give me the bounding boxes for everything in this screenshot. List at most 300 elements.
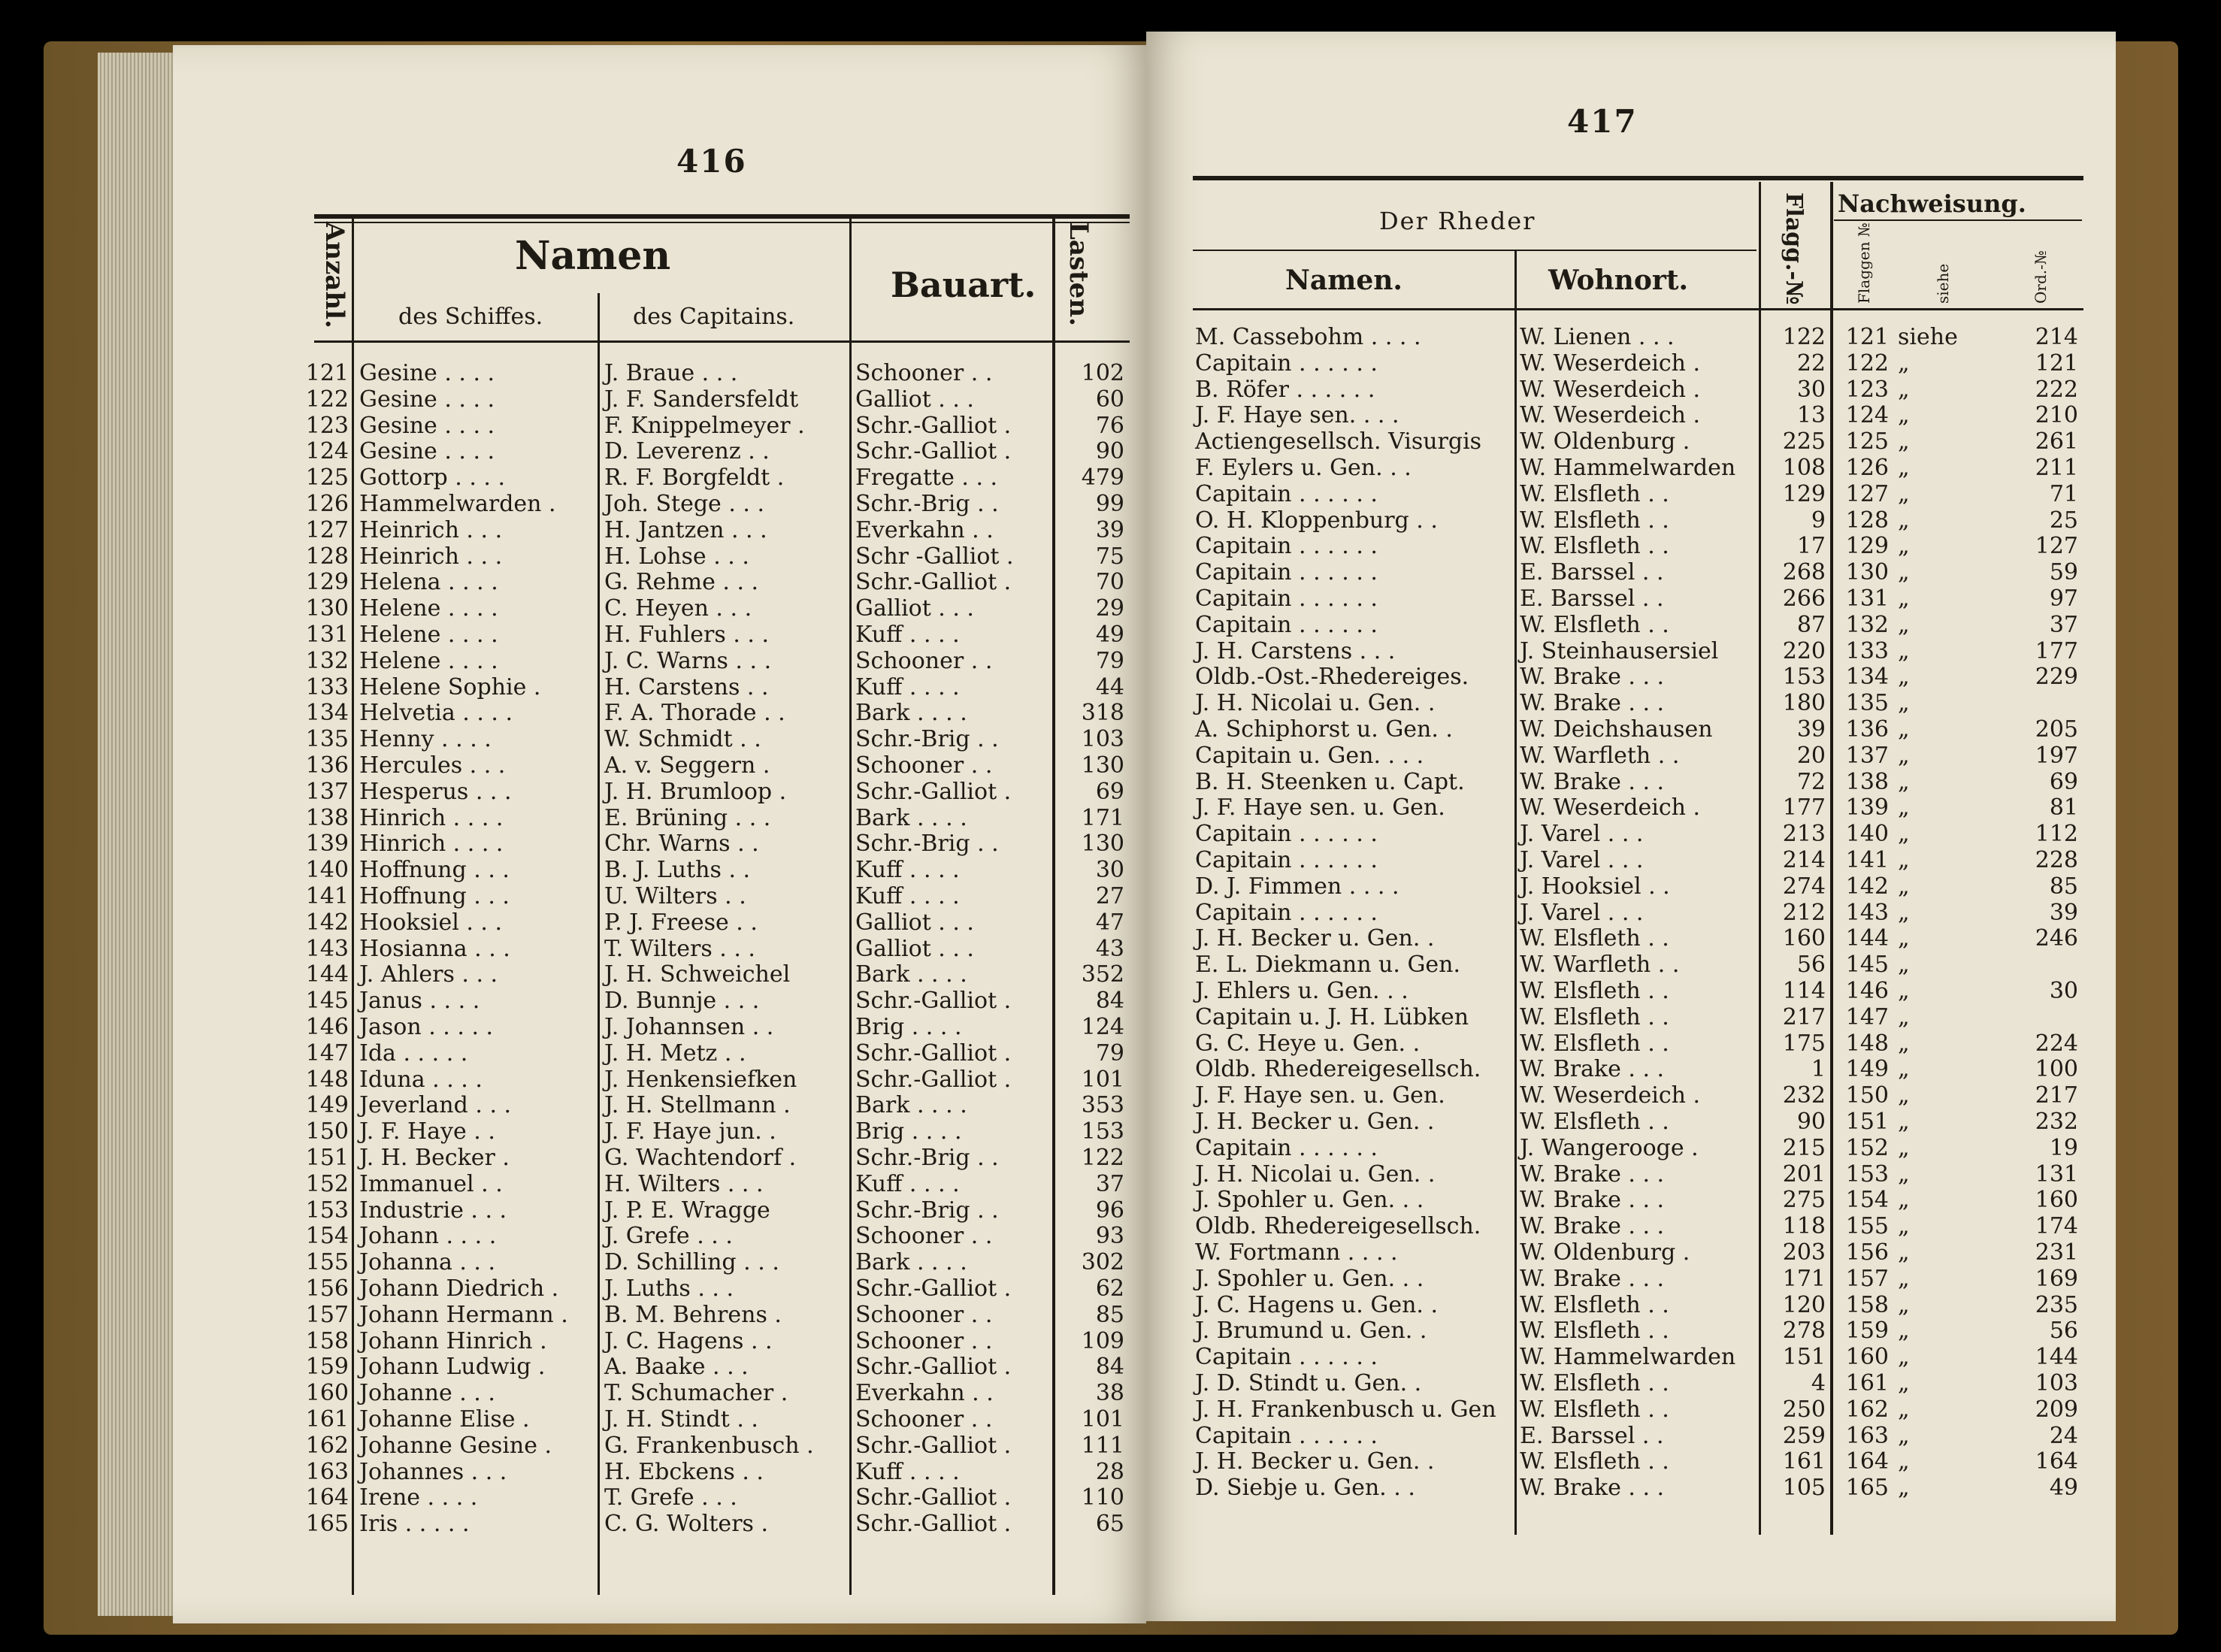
tonnage: 101 (1081, 1066, 1124, 1093)
owner-name: J. H. Nicolai u. Gen. . (1195, 1160, 1436, 1188)
ship-name: Hammelwarden . (359, 491, 556, 517)
ref-siehe: „ (1898, 1396, 1910, 1423)
ord-number: 210 (2035, 402, 2078, 429)
ref-number: 125 (1845, 428, 1889, 455)
row-number: 139 (305, 831, 349, 858)
ref-siehe: „ (1898, 585, 1910, 612)
tonnage: 352 (1081, 961, 1124, 988)
owner-name: Actiengesellsch. Visurgis (1195, 428, 1482, 455)
owner-residence: E. Barssel . . (1520, 1422, 1664, 1449)
ord-number: 229 (2035, 664, 2078, 691)
ship-type: Schr.-Brig . . (855, 491, 999, 517)
owner-residence: W. Deichshausen (1520, 716, 1713, 743)
ref-number: 126 (1845, 455, 1889, 481)
ref-siehe: „ (1898, 1318, 1910, 1345)
ref-siehe: „ (1898, 507, 1910, 534)
owner-residence: W. Warfleth . . (1520, 952, 1680, 979)
row-number: 153 (305, 1197, 349, 1224)
ref-siehe: „ (1898, 349, 1910, 377)
ref-siehe: „ (1898, 1448, 1910, 1475)
flag-number: 114 (1782, 978, 1826, 1004)
ref-siehe: „ (1898, 1265, 1910, 1292)
col-divider-type (1052, 218, 1055, 1595)
tonnage: 85 (1095, 1301, 1124, 1328)
ord-number: 127 (2035, 533, 2078, 560)
ord-number: 246 (2035, 925, 2078, 952)
owner-residence: W. Weserdeich . (1520, 402, 1701, 429)
ship-type: Schooner . . (855, 360, 993, 386)
ord-number: 231 (2035, 1239, 2078, 1266)
captain-name: R. F. Borgfeldt . (604, 464, 785, 492)
ref-number: 159 (1845, 1318, 1889, 1345)
ref-siehe: „ (1898, 952, 1910, 979)
ref-number: 160 (1845, 1344, 1889, 1371)
ship-type: Brig . . . . (855, 1118, 962, 1145)
ship-type: Everkahn . . (855, 1380, 994, 1407)
row-number: 163 (305, 1458, 349, 1485)
ship-type: Schr.-Galliot . (855, 1039, 1012, 1067)
ship-name: Jeverland . . . (359, 1092, 512, 1119)
ref-siehe: „ (1898, 1056, 1910, 1083)
ship-type: Schooner . . (855, 1223, 993, 1250)
owner-residence: W. Hammelwarden (1520, 1344, 1736, 1371)
ord-number: 144 (2035, 1344, 2078, 1371)
flag-number: 203 (1782, 1239, 1826, 1266)
flag-number: 275 (1782, 1187, 1826, 1214)
captain-name: H. Lohse . . . (604, 543, 749, 570)
owner-name: D. J. Fimmen . . . . (1195, 873, 1399, 900)
captain-name: H. Wilters . . . (604, 1170, 764, 1197)
ship-type: Kuff . . . . (855, 673, 960, 700)
owner-name: Oldb.-Ost.-Rhedereiges. (1195, 664, 1469, 691)
tonnage: 122 (1081, 1145, 1124, 1171)
owner-name: Capitain . . . . . . (1195, 480, 1378, 507)
ord-number: 69 (2049, 768, 2078, 795)
ref-number: 146 (1845, 978, 1889, 1004)
flag-number: 278 (1782, 1318, 1826, 1345)
col-divider-num (352, 218, 354, 1595)
ref-number: 135 (1845, 690, 1889, 717)
owner-residence: J. Wangerooge . (1520, 1134, 1699, 1161)
owner-name: O. H. Kloppenburg . . (1195, 507, 1438, 534)
ref-number: 151 (1845, 1109, 1889, 1135)
ord-number: 24 (2049, 1422, 2078, 1449)
owner-residence: W. Elsfleth . . (1520, 1291, 1669, 1318)
ship-name: Hinrich . . . . (359, 831, 504, 858)
ref-number: 143 (1845, 899, 1889, 926)
flag-number: 160 (1782, 925, 1826, 952)
captain-name: J. H. Metz . . (604, 1039, 746, 1067)
captain-name: G. Wachtendorf . (604, 1145, 797, 1171)
owner-residence: W. Elsfleth . . (1520, 1396, 1669, 1423)
owner-residence: J. Varel . . . (1520, 847, 1644, 873)
owner-name: J. Ehlers u. Gen. . . (1195, 978, 1409, 1004)
flag-number: 90 (1796, 1109, 1826, 1135)
ord-number: 131 (2035, 1160, 2078, 1188)
flag-number: 225 (1782, 428, 1826, 455)
owner-name: Capitain . . . . . . (1195, 1422, 1378, 1449)
tonnage: 84 (1095, 988, 1124, 1015)
ref-siehe: „ (1898, 480, 1910, 507)
captain-name: A. v. Seggern . (604, 752, 770, 779)
ref-siehe: „ (1898, 1475, 1910, 1502)
page-edges (98, 53, 180, 1616)
row-number: 126 (305, 491, 349, 517)
ord-number: 232 (2035, 1109, 2078, 1135)
ref-siehe: „ (1898, 402, 1910, 429)
captain-name: J. F. Sandersfeldt (604, 386, 799, 413)
ship-name: Heinrich . . . (359, 543, 503, 570)
ship-type: Schr.-Galliot . (855, 988, 1012, 1015)
ord-number: 19 (2049, 1134, 2078, 1161)
captain-name: G. Rehme . . . (604, 569, 759, 596)
header-rheder: Der Rheder (1379, 207, 1536, 235)
tonnage: 62 (1095, 1275, 1124, 1302)
ref-siehe: siehe (1898, 324, 1958, 350)
ref-number: 162 (1845, 1396, 1889, 1423)
ref-number: 156 (1845, 1239, 1889, 1266)
tonnage: 353 (1081, 1092, 1124, 1119)
ship-type: Kuff . . . . (855, 883, 960, 909)
owner-residence: W. Elsfleth . . (1520, 1318, 1669, 1345)
ord-number: 235 (2035, 1291, 2078, 1318)
page-number: 416 (676, 143, 747, 180)
ship-name: Gesine . . . . (359, 412, 495, 439)
tonnage: 65 (1095, 1511, 1124, 1538)
ref-number: 154 (1845, 1187, 1889, 1214)
owner-name: J. D. Stindt u. Gen. . (1195, 1370, 1422, 1396)
ship-type: Schr.-Galliot . (855, 1354, 1012, 1381)
owner-residence: W. Brake . . . (1520, 1187, 1665, 1214)
owner-name: D. Siebje u. Gen. . . (1195, 1475, 1415, 1502)
ship-name: Helena . . . . (359, 569, 498, 596)
ref-number: 121 (1845, 324, 1889, 350)
row-number: 154 (305, 1223, 349, 1250)
ref-siehe: „ (1898, 768, 1910, 795)
captain-name: T. Schumacher . (604, 1380, 788, 1407)
ref-number: 123 (1845, 376, 1889, 403)
row-number: 161 (305, 1406, 349, 1433)
owner-name: Capitain . . . . . . (1195, 1344, 1378, 1371)
ship-name: J. H. Becker . (359, 1145, 510, 1171)
owner-residence: W. Elsfleth . . (1520, 1109, 1669, 1135)
owner-name: Capitain . . . . . . (1195, 559, 1378, 586)
ord-number: 169 (2035, 1265, 2078, 1292)
ord-number: 25 (2049, 507, 2078, 534)
captain-name: D. Leverenz . . (604, 438, 770, 465)
captain-name: J. Henkensiefken (604, 1066, 797, 1093)
ship-type: Bark . . . . (855, 1092, 967, 1119)
owner-residence: W. Elsfleth . . (1520, 507, 1669, 534)
ref-siehe: „ (1898, 1291, 1910, 1318)
captain-name: J. H. Stindt . . (604, 1406, 758, 1433)
ref-siehe: „ (1898, 559, 1910, 586)
tonnage: 37 (1095, 1170, 1124, 1197)
captain-name: H. Jantzen . . . (604, 516, 767, 543)
owner-name: J. H. Frankenbusch u. Gen (1195, 1396, 1496, 1423)
flag-number: 108 (1782, 455, 1826, 481)
row-number: 157 (305, 1301, 349, 1328)
flag-number: 217 (1782, 1003, 1826, 1030)
flag-number: 250 (1782, 1396, 1826, 1423)
ship-type: Galliot . . . (855, 386, 974, 413)
ship-type: Schr.-Galliot . (855, 412, 1012, 439)
ref-siehe: „ (1898, 873, 1910, 900)
owner-name: J. F. Haye sen. u. Gen. (1195, 1082, 1445, 1109)
flag-number: 105 (1782, 1475, 1826, 1502)
ship-name: Hesperus . . . (359, 778, 512, 805)
tonnage: 101 (1081, 1406, 1124, 1433)
owner-name: J. H. Becker u. Gen. . (1195, 1448, 1435, 1475)
captain-name: H. Ebckens . . (604, 1458, 764, 1485)
ref-siehe: „ (1898, 637, 1910, 664)
header-rule-top-thin (314, 222, 1130, 223)
row-number: 130 (305, 595, 349, 622)
tonnage: 60 (1095, 386, 1124, 413)
tonnage: 99 (1095, 491, 1124, 517)
row-number: 137 (305, 778, 349, 805)
owner-name: E. L. Diekmann u. Gen. (1195, 952, 1461, 979)
owner-name: Capitain . . . . . . (1195, 847, 1378, 873)
captain-name: G. Frankenbusch . (604, 1432, 814, 1459)
ref-number: 144 (1845, 925, 1889, 952)
ship-name: Johannes . . . (359, 1458, 507, 1485)
captain-name: D. Schilling . . . (604, 1249, 779, 1276)
ship-name: Gottorp . . . . (359, 464, 506, 492)
ord-number: 49 (2049, 1475, 2078, 1502)
row-number: 152 (305, 1170, 349, 1197)
flag-number: 213 (1782, 821, 1826, 848)
ship-type: Schooner . . (855, 1301, 993, 1328)
flag-number: 9 (1811, 507, 1826, 534)
owner-name: Oldb. Rhedereigesellsch. (1195, 1056, 1481, 1083)
ship-name: Heinrich . . . (359, 516, 503, 543)
captain-name: T. Wilters . . . (604, 935, 755, 962)
ship-name: Johanne . . . (359, 1380, 495, 1407)
ship-name: Industrie . . . (359, 1197, 507, 1224)
owner-name: B. Röfer . . . . . . (1195, 376, 1375, 403)
header-lasten: Lasten. (1064, 222, 1094, 326)
captain-name: E. Brüning . . . (604, 804, 771, 831)
ref-siehe: „ (1898, 847, 1910, 873)
owner-residence: W. Brake . . . (1520, 1213, 1665, 1240)
header-nachweisung: Nachweisung. (1838, 189, 2026, 218)
owner-residence: W. Elsfleth . . (1520, 978, 1669, 1004)
tonnage: 79 (1095, 647, 1124, 674)
tonnage: 110 (1081, 1484, 1124, 1511)
row-number: 145 (305, 988, 349, 1015)
ship-name: Johann Hinrich . (359, 1327, 547, 1354)
captain-name: B. J. Luths . . (604, 857, 751, 884)
ship-name: Gesine . . . . (359, 386, 495, 413)
captain-name: C. G. Wolters . (604, 1511, 768, 1538)
row-number: 143 (305, 935, 349, 962)
ref-number: 152 (1845, 1134, 1889, 1161)
flag-number: 39 (1796, 716, 1826, 743)
header-siehe: siehe (1934, 263, 1952, 304)
ref-number: 158 (1845, 1291, 1889, 1318)
ref-siehe: „ (1898, 794, 1910, 821)
ship-name: Johann Diedrich . (359, 1275, 559, 1302)
ship-name: Gesine . . . . (359, 438, 495, 465)
captain-name: Chr. Warns . . (604, 831, 759, 858)
row-number: 131 (305, 622, 349, 648)
owner-name: F. Eylers u. Gen. . . (1195, 455, 1412, 481)
col-divider-cap (849, 218, 852, 1595)
owner-name: M. Cassebohm . . . . (1195, 324, 1421, 350)
flag-number: 274 (1782, 873, 1826, 900)
ord-number: 30 (2049, 978, 2078, 1004)
ref-siehe: „ (1898, 611, 1910, 638)
row-number: 127 (305, 516, 349, 543)
row-number: 124 (305, 438, 349, 465)
row-number: 138 (305, 804, 349, 831)
ref-number: 141 (1845, 847, 1889, 873)
flag-number: 22 (1796, 349, 1826, 377)
owner-name: Capitain . . . . . . (1195, 349, 1378, 377)
ref-number: 164 (1845, 1448, 1889, 1475)
ord-number: 222 (2035, 376, 2078, 403)
tonnage: 96 (1095, 1197, 1124, 1224)
owner-residence: W. Lienen . . . (1520, 324, 1675, 350)
captain-name: T. Grefe . . . (604, 1484, 737, 1511)
owner-residence: J. Varel . . . (1520, 821, 1644, 848)
captain-name: J. H. Brumloop . (604, 778, 787, 805)
ship-type: Brig . . . . (855, 1014, 962, 1040)
owner-name: Oldb. Rhedereigesellsch. (1195, 1213, 1481, 1240)
ship-type: Schooner . . (855, 647, 993, 674)
captain-name: H. Carstens . . (604, 673, 769, 700)
owner-residence: W. Weserdeich . (1520, 376, 1701, 403)
ref-siehe: „ (1898, 925, 1910, 952)
tonnage: 109 (1081, 1327, 1124, 1354)
ship-name: Immanuel . . (359, 1170, 503, 1197)
ship-type: Schr.-Galliot . (855, 1275, 1012, 1302)
ship-name: Hercules . . . (359, 752, 506, 779)
ref-number: 139 (1845, 794, 1889, 821)
flag-number: 232 (1782, 1082, 1826, 1109)
ref-number: 157 (1845, 1265, 1889, 1292)
captain-name: J. F. Haye jun. . (604, 1118, 776, 1145)
ship-type: Schr.-Brig . . (855, 831, 999, 858)
owner-residence: W. Hammelwarden (1520, 455, 1736, 481)
tonnage: 302 (1081, 1249, 1124, 1276)
row-number: 150 (305, 1118, 349, 1145)
owner-residence: W. Elsfleth . . (1520, 1003, 1669, 1030)
owner-residence: J. Steinhausersiel (1520, 637, 1719, 664)
row-number: 121 (305, 360, 349, 386)
row-number: 151 (305, 1145, 349, 1171)
ref-number: 148 (1845, 1030, 1889, 1057)
owner-name: Capitain . . . . . . (1195, 899, 1378, 926)
owner-residence: W. Brake . . . (1520, 768, 1665, 795)
ship-type: Kuff . . . . (855, 857, 960, 884)
owner-residence: J. Hooksiel . . (1520, 873, 1670, 900)
ship-name: Iris . . . . . (359, 1511, 470, 1538)
owner-name: Capitain . . . . . . (1195, 1134, 1378, 1161)
header-rule-bottom (1193, 308, 2083, 310)
tonnage: 171 (1081, 804, 1124, 831)
owner-name: Capitain . . . . . . (1195, 611, 1378, 638)
captain-name: A. Baake . . . (604, 1354, 749, 1381)
ord-number: 100 (2035, 1056, 2078, 1083)
row-number: 136 (305, 752, 349, 779)
ref-siehe: „ (1898, 1109, 1910, 1135)
ref-number: 134 (1845, 664, 1889, 691)
row-number: 132 (305, 647, 349, 674)
ref-number: 124 (1845, 402, 1889, 429)
captain-name: B. M. Behrens . (604, 1301, 782, 1328)
row-number: 122 (305, 386, 349, 413)
flag-number: 153 (1782, 664, 1826, 691)
ship-name: Helene . . . . (359, 647, 498, 674)
flag-number: 118 (1782, 1213, 1826, 1240)
ship-name: Iduna . . . . (359, 1066, 483, 1093)
flag-number: 129 (1782, 480, 1826, 507)
ref-siehe: „ (1898, 742, 1910, 769)
ship-type: Schr.-Galliot . (855, 1432, 1012, 1459)
row-number: 141 (305, 883, 349, 909)
header-namen: Namen (515, 233, 671, 279)
ship-name: Johann . . . . (359, 1223, 497, 1250)
flag-number: 212 (1782, 899, 1826, 926)
row-number: 144 (305, 961, 349, 988)
ref-siehe: „ (1898, 1422, 1910, 1449)
row-number: 135 (305, 726, 349, 753)
ref-siehe: „ (1898, 1213, 1910, 1240)
row-number: 165 (305, 1511, 349, 1538)
col-divider-ship (598, 293, 600, 1595)
owner-name: B. H. Steenken u. Capt. (1195, 768, 1465, 795)
owner-name: J. H. Nicolai u. Gen. . (1195, 690, 1436, 717)
ord-number: 164 (2035, 1448, 2078, 1475)
ship-name: J. Ahlers . . . (359, 961, 498, 988)
ref-siehe: „ (1898, 428, 1910, 455)
ref-number: 132 (1845, 611, 1889, 638)
tonnage: 44 (1095, 673, 1124, 700)
owner-residence: E. Barssel . . (1520, 559, 1664, 586)
ref-number: 153 (1845, 1160, 1889, 1188)
ref-siehe: „ (1898, 1160, 1910, 1188)
tonnage: 27 (1095, 883, 1124, 909)
flag-number: 214 (1782, 847, 1826, 873)
row-number: 128 (305, 543, 349, 570)
flag-number: 56 (1796, 952, 1826, 979)
ship-type: Bark . . . . (855, 804, 967, 831)
ref-number: 129 (1845, 533, 1889, 560)
ref-siehe: „ (1898, 1082, 1910, 1109)
ship-type: Schr.-Brig . . (855, 1197, 999, 1224)
ref-siehe: „ (1898, 978, 1910, 1004)
owner-residence: W. Elsfleth . . (1520, 611, 1669, 638)
ord-number: 174 (2035, 1213, 2078, 1240)
tonnage: 90 (1095, 438, 1124, 465)
ref-number: 137 (1845, 742, 1889, 769)
ship-type: Schr.-Galliot . (855, 1511, 1012, 1538)
ref-number: 140 (1845, 821, 1889, 848)
ref-siehe: „ (1898, 664, 1910, 691)
tonnage: 318 (1081, 700, 1124, 727)
tonnage: 130 (1081, 831, 1124, 858)
ord-number: 261 (2035, 428, 2078, 455)
ship-name: Hinrich . . . . (359, 804, 504, 831)
row-number: 155 (305, 1249, 349, 1276)
ord-number: 197 (2035, 742, 2078, 769)
ord-number: 85 (2049, 873, 2078, 900)
tonnage: 47 (1095, 909, 1124, 936)
ship-type: Schooner . . (855, 1406, 993, 1433)
left-page (173, 45, 1146, 1623)
